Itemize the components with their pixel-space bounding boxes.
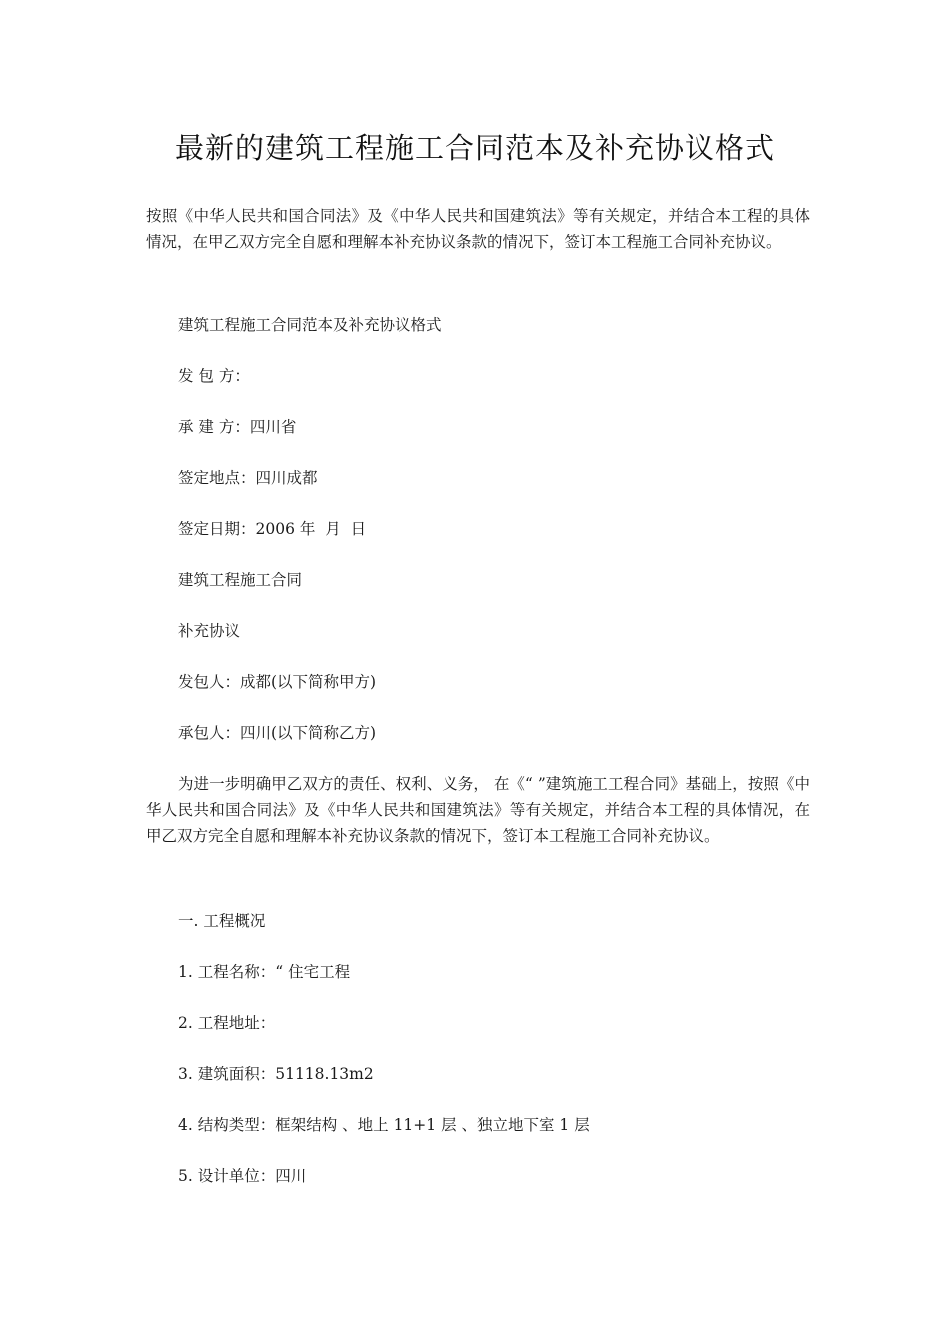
purpose-paragraph: 为进一步明确甲乙双方的责任、权利、义务， 在《“ ”建筑施工工程合同》基础上，按照《中华人民共和国合同法》及《中华人民共和国建筑法》等有关规定，并结合本工程的具体情况，在甲乙双方完全自愿和理解本补充协议条款的情况下，签订本工程施工合同补充协议。	[146, 775, 810, 845]
list-item: 4. 结构类型：框架结构 、地上 11+1 层 、独立地下室 1 层	[178, 1116, 590, 1134]
employer-line: 发 包 方：	[178, 367, 250, 385]
supplement-line: 补充协议	[178, 622, 241, 640]
list-item: 2. 工程地址：	[178, 1014, 276, 1032]
list-item: 5. 设计单位：四川	[178, 1167, 307, 1185]
section-one-heading: 一. 工程概况	[178, 912, 266, 930]
list-item: 3. 建筑面积：51118.13m2	[178, 1065, 374, 1083]
contractor-line: 承 建 方：四川省	[178, 418, 297, 436]
subtitle-line: 建筑工程施工合同范本及补充协议格式	[178, 316, 442, 334]
party-a-line: 发包人：成都(以下简称甲方)	[178, 673, 377, 691]
sign-place-line: 签定地点：四川成都	[178, 469, 318, 487]
document-title: 最新的建筑工程施工合同范本及补充协议格式	[174, 131, 775, 165]
contract-title-line: 建筑工程施工合同	[178, 571, 303, 589]
sign-date-line: 签定日期：2006 年 月 日	[178, 520, 367, 538]
list-item: 1. 工程名称：“ 住宅工程	[178, 963, 351, 981]
intro-paragraph: 按照《中华人民共和国合同法》及《中华人民共和国建筑法》等有关规定，并结合本工程的具体情况，在甲乙双方完全自愿和理解本补充协议条款的情况下，签订本工程施工合同补充协议。	[146, 207, 810, 251]
party-b-line: 承包人：四川(以下简称乙方)	[178, 724, 377, 742]
